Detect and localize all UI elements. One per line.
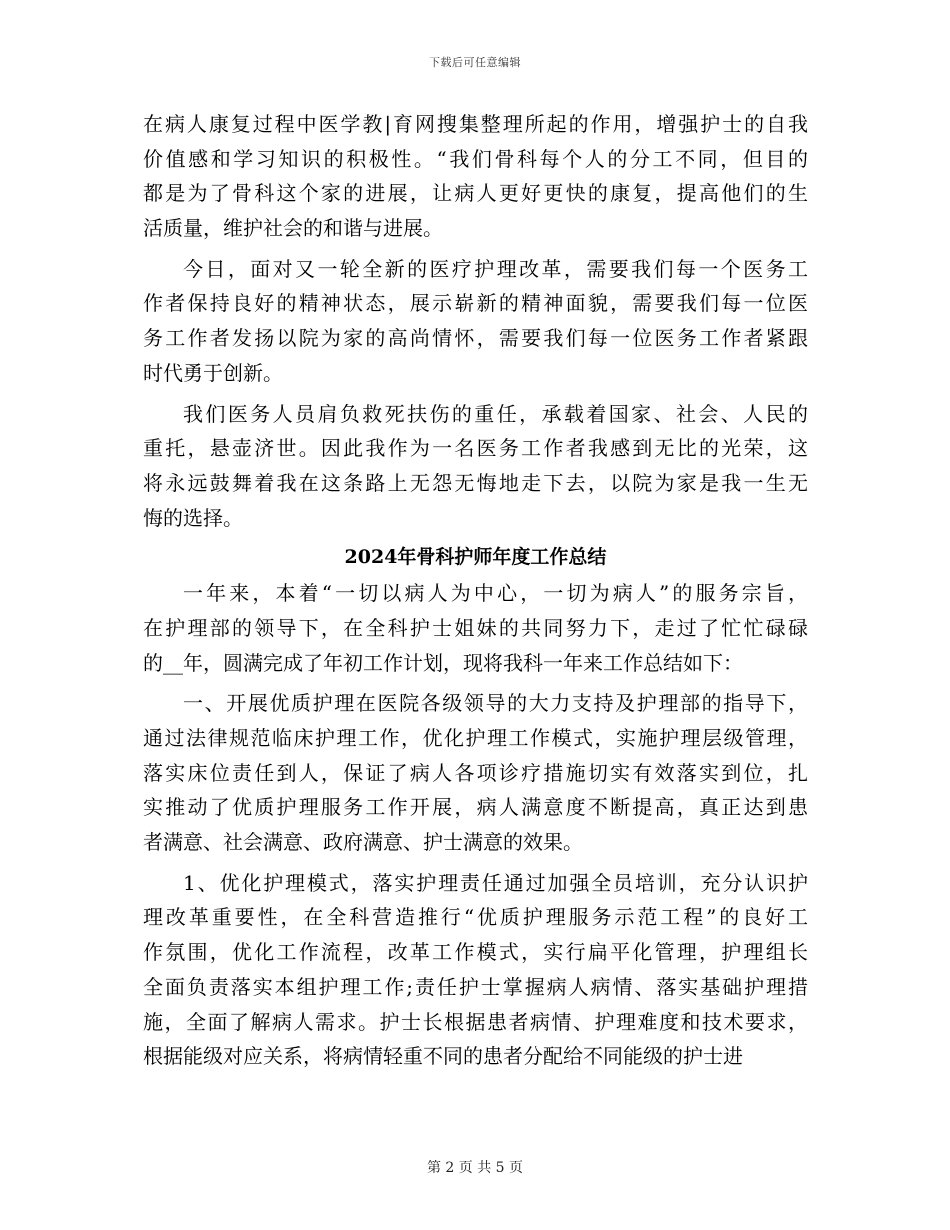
text-line: 今日，面对又一轮全新的医疗护理改革，需要我们每一个医务工 xyxy=(183,256,808,281)
text-line: 活质量，维护社会的和谐与进展。 xyxy=(143,216,443,241)
text-line: 时代勇于创新。 xyxy=(143,360,283,385)
text-line: 我们医务人员肩负救死扶伤的重任，承载着国家、社会、人民的 xyxy=(183,401,808,426)
paragraph xyxy=(143,686,808,859)
text-line: 1、优化护理模式，落实护理责任通过加强全员培训，充分认识护 xyxy=(183,870,808,895)
text-line: 实推动了优质护理服务工作开展，病人满意度不断提高，真正达到患 xyxy=(143,795,808,820)
text-line: 的__年，圆满完成了年初工作计划，现将我科一年来工作总结如下： xyxy=(143,650,743,675)
text-line: 悔的选择。 xyxy=(143,505,243,530)
text-line: 在护理部的领导下，在全科护士姐妹的共同努力下，走过了忙忙碌碌 xyxy=(143,615,808,640)
paragraphs-bottom xyxy=(143,576,808,1074)
paragraph xyxy=(143,576,808,680)
paragraph xyxy=(143,866,808,1074)
page-header: 下载后可任意编辑 xyxy=(429,56,521,69)
text-line: 一、开展优质护理在医院各级领导的大力支持及护理部的指导下， xyxy=(183,691,808,716)
text-line: 施，全面了解病人需求。护士长根据患者病情、护理难度和技术要求， xyxy=(143,1009,808,1034)
text-line: 价值感和学习知识的积极性。“我们骨科每个人的分工不同，但目的 xyxy=(143,146,808,171)
paragraphs-top xyxy=(143,107,808,535)
section-title: 2024年骨科护师年度工作总结 xyxy=(344,546,607,569)
paragraph xyxy=(143,252,808,391)
text-line: 重托，悬壶济世。因此我作为一名医务工作者我感到无比的光荣，这 xyxy=(143,436,808,461)
text-line: 在病人康复过程中医学教|育网搜集整理所起的作用，增强护士的自我 xyxy=(143,112,808,136)
text-line: 务工作者发扬以院为家的高尚情怀，需要我们每一位医务工作者紧跟 xyxy=(143,326,808,351)
text-line: 将永远鼓舞着我在这条路上无怨无悔地走下去，以院为家是我一生无 xyxy=(143,470,808,495)
text-line: 落实床位责任到人，保证了病人各项诊疗措施切实有效落实到位，扎 xyxy=(143,760,808,785)
text-line: 理改革重要性，在全科营造推行“优质护理服务示范工程”的良好工 xyxy=(143,905,808,930)
text-line: 都是为了骨科这个家的进展，让病人更好更快的康复，提高他们的生 xyxy=(143,181,808,206)
text-line: 作者保持良好的精神状态，展示崭新的精神面貌，需要我们每一位医 xyxy=(143,291,808,316)
text-line: 全面负责落实本组护理工作;责任护士掌握病人病情、落实基础护理措 xyxy=(143,974,808,999)
page-footer: 第 2 页 共 5 页 xyxy=(426,1160,524,1176)
paragraph xyxy=(143,397,808,536)
text-line: 者满意、社会满意、政府满意、护士满意的效果。 xyxy=(143,830,583,855)
text-line: 一年来，本着“一切以病人为中心，一切为病人”的服务宗旨， xyxy=(183,581,808,606)
text-line: 根据能级对应关系，将病情轻重不同的患者分配给不同能级的护士进 xyxy=(143,1044,743,1069)
text-line: 通过法律规范临床护理工作，优化护理工作模式，实施护理层级管理， xyxy=(143,726,808,750)
document-body xyxy=(143,107,808,1074)
paragraph xyxy=(143,107,808,246)
text-line: 作氛围，优化工作流程，改革工作模式，实行扁平化管理，护理组长 xyxy=(143,940,808,965)
